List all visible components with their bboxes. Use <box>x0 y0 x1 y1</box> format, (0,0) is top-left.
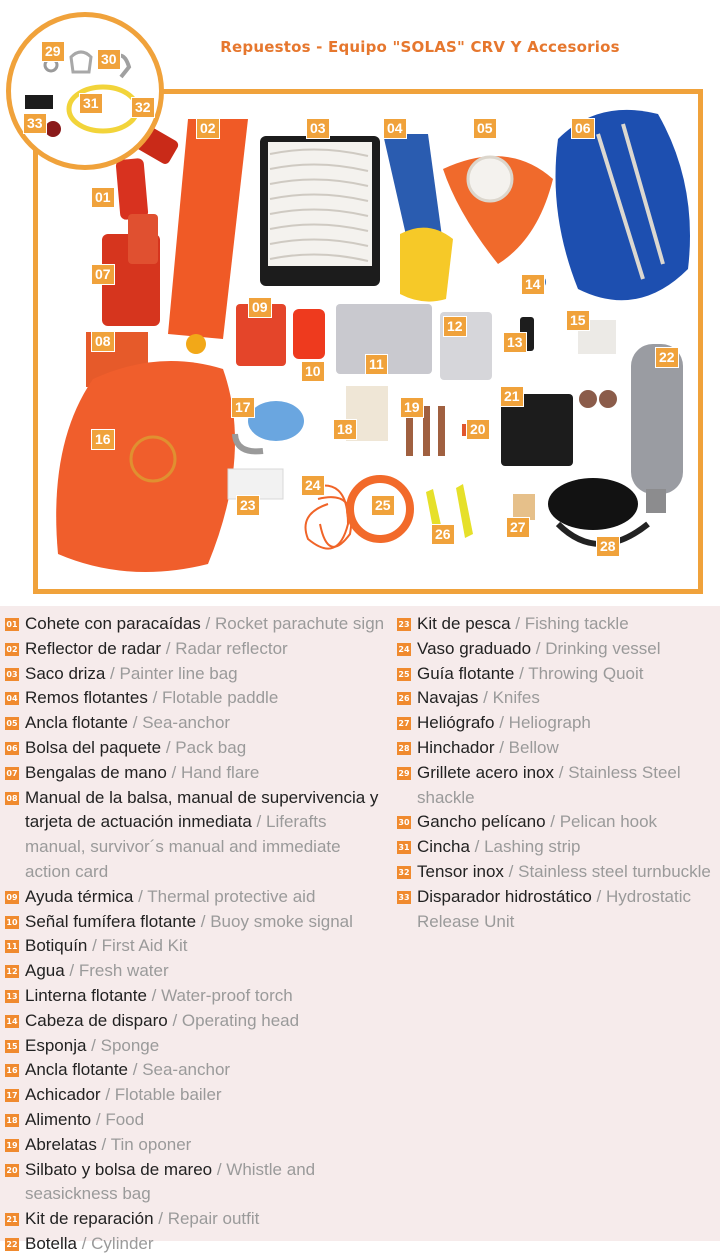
item-name-en: Liferafts manual, survivor´s manual and immediate action card <box>25 812 341 881</box>
item-separator: / <box>161 737 176 757</box>
item-text <box>417 637 661 662</box>
item-name-en: Cylinder <box>91 1233 154 1253</box>
items-list-right <box>397 612 717 934</box>
item-number-badge: 26 <box>398 694 410 704</box>
label-24: 24 <box>301 475 325 496</box>
item-number-badge: 20 <box>6 1165 18 1175</box>
item-text <box>25 786 390 885</box>
list-item <box>5 761 390 786</box>
label-18: 18 <box>333 419 357 440</box>
item-text <box>417 736 559 761</box>
list-item <box>397 736 717 761</box>
item-number-badge: 25 <box>398 669 410 679</box>
item-number-badge: 32 <box>398 867 410 877</box>
list-item <box>397 662 717 687</box>
item-separator: / <box>166 762 181 782</box>
item-number-badge: 10 <box>6 917 18 927</box>
list-item <box>5 1108 390 1133</box>
list-item <box>5 637 390 662</box>
label-19: 19 <box>400 397 424 418</box>
item-text <box>25 637 288 662</box>
item-separator: / <box>64 961 79 981</box>
list-item <box>397 612 717 637</box>
item-name-es: Ancla flotante <box>25 713 129 733</box>
item-text <box>25 1034 159 1059</box>
item-number-badge: 30 <box>398 818 410 828</box>
item-separator: / <box>153 1209 168 1229</box>
item-text <box>25 959 169 984</box>
label-05: 05 <box>473 118 497 139</box>
label-33: 33 <box>23 113 47 134</box>
item-text <box>417 711 591 736</box>
label-21: 21 <box>500 386 524 407</box>
accessories-inset <box>6 12 164 170</box>
item-name-en: Thermal protective aid <box>147 886 316 906</box>
item-separator: / <box>200 614 215 633</box>
item-separator: / <box>146 985 162 1005</box>
item-name-en: Stainless steel turnbuckle <box>518 861 711 881</box>
item-name-es: Cabeza de disparo <box>25 1010 168 1030</box>
item-number-badge: 17 <box>6 1091 18 1101</box>
label-14: 14 <box>521 274 545 295</box>
list-item <box>397 860 717 885</box>
list-item <box>5 786 390 885</box>
item-name-es: Linterna flotante <box>25 985 147 1005</box>
label-04: 04 <box>383 118 407 139</box>
label-26: 26 <box>431 524 455 545</box>
item-text <box>417 686 540 711</box>
item-separator: / <box>503 861 519 881</box>
label-31: 31 <box>79 93 103 114</box>
item-name-en: Hydrostatic Release Unit <box>417 886 692 931</box>
item-number-badge: 05 <box>6 719 18 729</box>
item-separator: / <box>494 737 509 757</box>
item-name-en: Operating head <box>181 1010 300 1030</box>
item-name-es: Grillete acero inox <box>417 762 555 782</box>
item-name-es: Silbato y bolsa de mareo <box>25 1159 213 1179</box>
item-name-en: Repair outfit <box>167 1209 260 1229</box>
item-name-es: Remos flotantes <box>25 688 148 708</box>
item-number-badge: 31 <box>398 843 410 853</box>
item-name-en: Throwing Quoit <box>528 663 644 683</box>
item-name-es: Esponja <box>25 1035 87 1055</box>
label-09: 09 <box>248 297 272 318</box>
item-name-es: Alimento <box>25 1109 92 1129</box>
label-20: 20 <box>466 419 490 440</box>
item-separator: / <box>87 936 102 956</box>
item-text <box>417 761 717 811</box>
page-title: Repuestos - Equipo "SOLAS" CRV Y Accesorios <box>220 38 620 56</box>
label-01: 01 <box>91 187 115 208</box>
item-text <box>417 662 644 687</box>
item-name-es: Botiquín <box>25 936 88 956</box>
label-28: 28 <box>596 536 620 557</box>
list-item <box>5 1034 390 1059</box>
list-item <box>397 711 717 736</box>
item-number-badge: 23 <box>398 620 410 629</box>
label-10: 10 <box>301 361 325 382</box>
item-text <box>417 612 629 637</box>
item-separator: / <box>147 688 163 708</box>
list-item <box>5 1158 390 1208</box>
list-item <box>5 984 390 1009</box>
list-item <box>5 686 390 711</box>
item-number-badge: 13 <box>6 991 18 1001</box>
item-separator: / <box>128 1060 143 1080</box>
item-separator: / <box>100 1085 115 1105</box>
item-number-badge: 12 <box>6 967 18 977</box>
equipment-illustration <box>38 94 698 589</box>
item-separator: / <box>510 614 525 633</box>
label-15: 15 <box>566 310 590 331</box>
list-item <box>397 637 717 662</box>
item-name-en: Radar reflector <box>175 638 288 658</box>
item-name-es: Reflector de radar <box>25 638 162 658</box>
item-name-en: Bellow <box>508 737 559 757</box>
item-name-en: Tin oponer <box>110 1134 192 1154</box>
item-name-es: Saco driza <box>25 663 106 683</box>
item-text <box>25 612 384 637</box>
label-29: 29 <box>41 41 65 62</box>
item-text <box>25 761 259 786</box>
item-number-badge: 08 <box>6 793 18 803</box>
item-text <box>25 1058 230 1083</box>
item-name-es: Kit de pesca <box>417 614 511 633</box>
item-name-es: Kit de reparación <box>25 1209 154 1229</box>
item-name-en: Stainless Steel shackle <box>417 762 681 807</box>
list-item <box>5 736 390 761</box>
item-separator: / <box>251 812 266 832</box>
item-text <box>25 934 188 959</box>
list-item <box>5 662 390 687</box>
item-name-en: Knifes <box>492 688 540 708</box>
item-number-badge: 21 <box>6 1215 18 1225</box>
label-03: 03 <box>306 118 330 139</box>
item-name-en: Fishing tackle <box>524 614 629 633</box>
label-08: 08 <box>91 331 115 352</box>
item-name-en: Heliograph <box>508 713 591 733</box>
item-number-badge: 04 <box>6 694 18 704</box>
item-name-es: Tensor inox <box>417 861 504 881</box>
label-25: 25 <box>371 495 395 516</box>
list-item <box>5 934 390 959</box>
item-text <box>25 1133 191 1158</box>
item-separator: / <box>494 713 509 733</box>
item-name-es: Bolsa del paquete <box>25 737 162 757</box>
label-17: 17 <box>231 397 255 418</box>
item-number-badge: 06 <box>6 743 18 753</box>
item-separator: / <box>105 663 120 683</box>
item-name-es: Gancho pelícano <box>417 812 546 832</box>
item-text <box>25 1158 390 1208</box>
item-separator: / <box>167 1010 182 1030</box>
label-02: 02 <box>196 118 220 139</box>
item-text <box>25 1232 154 1257</box>
item-name-en: Lashing strip <box>484 837 581 857</box>
item-name-es: Cohete con paracaídas <box>25 614 201 633</box>
item-text <box>417 835 580 860</box>
item-text <box>25 662 238 687</box>
list-item <box>5 910 390 935</box>
item-text <box>25 1009 299 1034</box>
list-item <box>5 1083 390 1108</box>
item-name-en: Sea-anchor <box>142 1060 231 1080</box>
item-separator: / <box>161 638 176 658</box>
item-number-badge: 02 <box>6 644 18 654</box>
item-separator: / <box>91 1109 106 1129</box>
item-text <box>25 910 353 935</box>
item-name-en: Sponge <box>100 1035 160 1055</box>
item-separator: / <box>554 762 569 782</box>
item-number-badge: 16 <box>6 1066 18 1076</box>
item-number-badge: 19 <box>6 1140 18 1150</box>
item-number-badge: 29 <box>398 768 410 778</box>
label-11: 11 <box>365 354 388 375</box>
item-text <box>417 860 711 885</box>
item-separator: / <box>514 663 529 683</box>
item-name-es: Achicador <box>25 1085 101 1105</box>
label-06: 06 <box>571 118 595 139</box>
list-item <box>397 686 717 711</box>
item-name-en: Painter line bag <box>119 663 238 683</box>
item-name-es: Botella <box>25 1233 77 1253</box>
item-name-en: Buoy smoke signal <box>210 911 353 931</box>
item-number-badge: 01 <box>6 620 18 629</box>
item-number-badge: 27 <box>398 719 410 729</box>
item-name-en: Water-proof torch <box>161 985 293 1005</box>
item-separator: / <box>212 1159 227 1179</box>
item-name-es: Ayuda térmica <box>25 886 134 906</box>
item-name-en: Pack bag <box>175 737 247 757</box>
label-13: 13 <box>503 332 527 353</box>
item-name-en: Rocket parachute sign <box>214 614 385 633</box>
item-number-badge: 24 <box>398 644 410 654</box>
item-name-en: Drinking vessel <box>545 638 661 658</box>
item-name-en: Sea-anchor <box>142 713 231 733</box>
item-name-en: Flotable paddle <box>162 688 279 708</box>
item-name-en: Food <box>105 1109 145 1129</box>
item-separator: / <box>469 837 485 857</box>
item-separator: / <box>196 911 211 931</box>
list-item <box>5 959 390 984</box>
item-name-es: Agua <box>25 961 65 981</box>
list-item <box>397 761 717 811</box>
list-item <box>397 885 717 935</box>
item-name-es: Manual de la balsa, manual de supervivencia y tarjeta de actuación inmediata <box>25 787 379 832</box>
item-text <box>25 885 315 910</box>
list-item <box>5 1009 390 1034</box>
item-separator: / <box>531 638 546 658</box>
accessories-illustration <box>11 17 159 165</box>
item-number-badge: 11 <box>6 942 18 952</box>
item-text <box>25 711 230 736</box>
label-32: 32 <box>131 97 155 118</box>
item-name-es: Guía flotante <box>417 663 515 683</box>
items-list-left <box>5 612 390 1257</box>
list-item <box>5 1133 390 1158</box>
item-name-es: Heliógrafo <box>417 713 495 733</box>
item-name-es: Señal fumífera flotante <box>25 911 197 931</box>
label-16: 16 <box>91 429 115 450</box>
item-name-es: Cincha <box>417 837 470 857</box>
item-separator: / <box>478 688 493 708</box>
list-item <box>5 1207 390 1232</box>
item-separator: / <box>133 886 148 906</box>
item-name-es: Abrelatas <box>25 1134 97 1154</box>
item-name-en: Hand flare <box>180 762 260 782</box>
item-separator: / <box>86 1035 101 1055</box>
item-name-en: Fresh water <box>78 961 169 981</box>
item-text <box>25 984 293 1009</box>
list-item <box>397 835 717 860</box>
item-name-es: Ancla flotante <box>25 1060 129 1080</box>
item-number-badge: 22 <box>6 1239 18 1249</box>
item-name-en: Flotable bailer <box>114 1085 222 1105</box>
item-text <box>25 736 246 761</box>
item-text <box>417 885 717 935</box>
list-item <box>5 1058 390 1083</box>
item-number-badge: 33 <box>398 892 410 902</box>
item-name-en: First Aid Kit <box>101 936 188 956</box>
item-number-badge: 03 <box>6 669 18 679</box>
item-separator: / <box>128 713 143 733</box>
item-text <box>25 686 278 711</box>
item-name-es: Disparador hidrostático <box>417 886 592 906</box>
item-name-en: Pelican hook <box>559 812 658 832</box>
list-item <box>5 885 390 910</box>
item-number-badge: 18 <box>6 1115 18 1125</box>
list-item <box>5 1232 390 1257</box>
item-text <box>25 1108 144 1133</box>
item-name-en: Whistle and seasickness bag <box>25 1159 316 1204</box>
item-number-badge: 07 <box>6 768 18 778</box>
item-name-es: Vaso graduado <box>417 638 532 658</box>
item-separator: / <box>545 812 560 832</box>
item-number-badge: 28 <box>398 743 410 753</box>
item-text <box>25 1083 222 1108</box>
list-item <box>5 711 390 736</box>
item-text <box>25 1207 259 1232</box>
label-12: 12 <box>443 316 467 337</box>
item-number-badge: 15 <box>6 1041 18 1051</box>
label-22: 22 <box>655 347 679 368</box>
item-name-es: Bengalas de mano <box>25 762 167 782</box>
list-item <box>397 810 717 835</box>
item-separator: / <box>96 1134 111 1154</box>
item-number-badge: 14 <box>6 1016 18 1026</box>
item-text <box>417 810 657 835</box>
label-23: 23 <box>236 495 260 516</box>
item-name-es: Hinchador <box>417 737 495 757</box>
label-30: 30 <box>97 49 121 70</box>
item-number-badge: 09 <box>6 892 18 902</box>
item-name-es: Navajas <box>417 688 479 708</box>
label-07: 07 <box>91 264 115 285</box>
item-separator: / <box>76 1233 92 1253</box>
list-item <box>5 612 390 637</box>
label-27: 27 <box>506 517 530 538</box>
item-separator: / <box>591 886 606 906</box>
